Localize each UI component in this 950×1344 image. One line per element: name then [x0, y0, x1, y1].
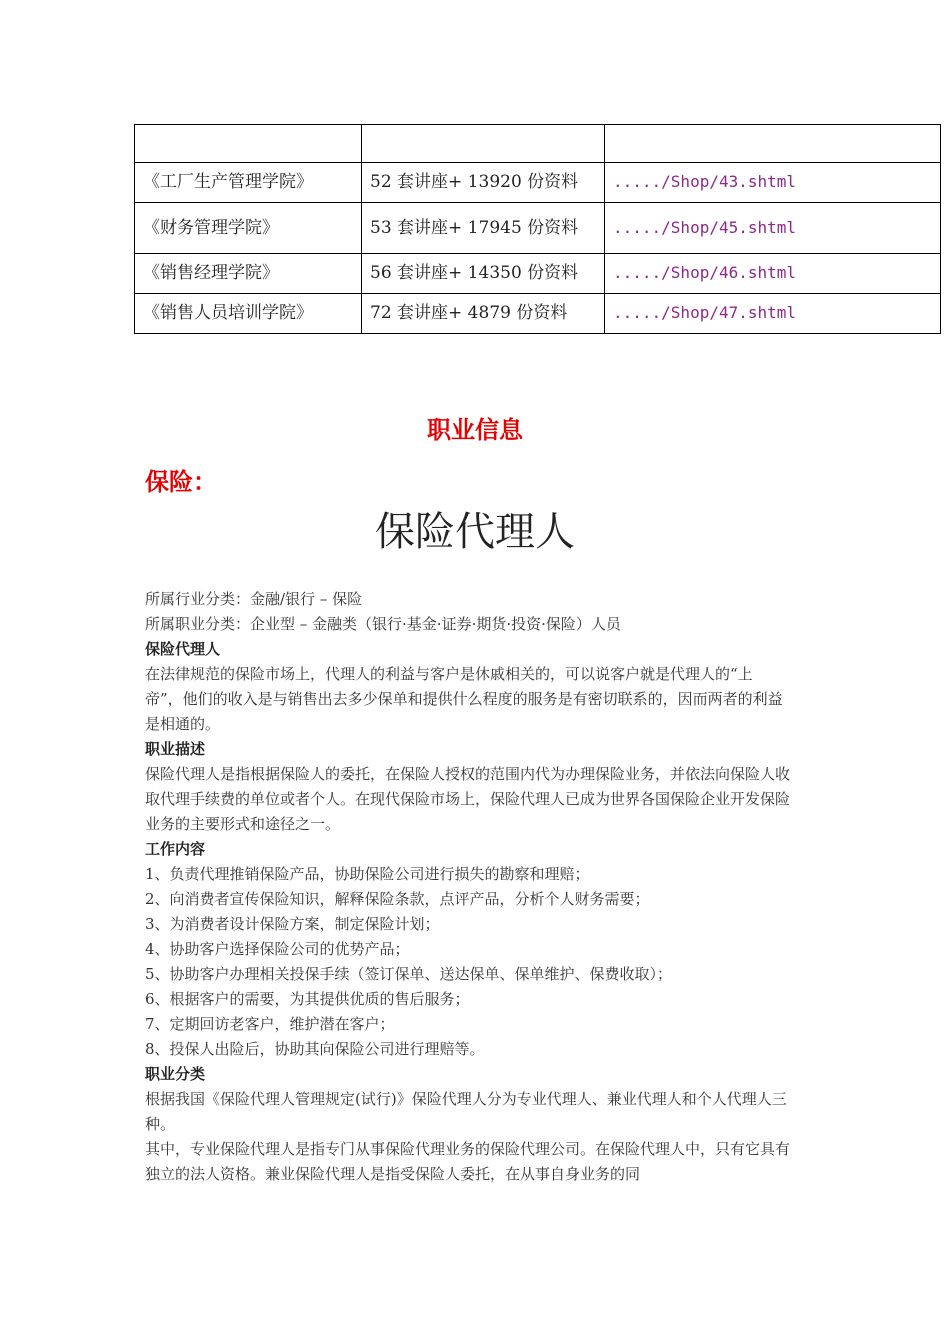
industry-classification: 所属行业分类：金融/银行 – 保险: [145, 590, 363, 608]
intro-paragraph: 在法律规范的保险市场上，代理人的利益与客户是休戚相关的，可以说客户就是代理人的“上帝”，他们的收入是与销售出去多少保单和提供什么程度的服务是有密切联系的，因而两者的利益是相通的。: [145, 665, 783, 733]
table-row: [135, 163, 941, 203]
course-link[interactable]: ...../Shop/43.shtml: [605, 163, 941, 203]
course-name: 《销售人员培训学院》: [135, 294, 362, 334]
course-link[interactable]: ...../Shop/45.shtml: [605, 203, 941, 254]
description-paragraph: 保险代理人是指根据保险人的委托，在保险人授权的范围内代为办理保险业务，并依法向保险人收取代理手续费的单位或者个人。在现代保险市场上，保险代理人已成为世界各国保险企业开发保险业务的主要形式和途径之一。: [145, 765, 791, 833]
course-name: 《工厂生产管理学院》: [135, 163, 362, 203]
occupation-classification: 所属职业分类：企业型 – 金融类（银行·基金·证券·期货·投资·保险）人员: [145, 615, 621, 633]
course-link[interactable]: ...../Shop/46.shtml: [605, 254, 941, 294]
course-name: 《财务管理学院》: [135, 203, 362, 254]
work-item: 8、投保人出险后，协助其向保险公司进行理赔等。: [145, 1040, 485, 1058]
job-description-body: [145, 587, 790, 1187]
course-link[interactable]: ...../Shop/47.shtml: [605, 294, 941, 334]
course-content: 72 套讲座+ 4879 份资料: [362, 294, 605, 334]
work-item: 4、协助客户选择保险公司的优势产品；: [145, 940, 410, 958]
table-cell: [135, 125, 362, 163]
course-content: 53 套讲座+ 17945 份资料: [362, 203, 605, 254]
work-item: 7、定期回访老客户，维护潜在客户；: [145, 1015, 395, 1033]
table-row: [135, 294, 941, 334]
table-cell: [362, 125, 605, 163]
intro-heading: 保险代理人: [145, 640, 221, 658]
work-item: 6、根据客户的需要，为其提供优质的售后服务；: [145, 990, 470, 1008]
classification-paragraph: 其中，专业保险代理人是指专门从事保险代理业务的保险代理公司。在保险代理人中，只有它具有独立的法人资格。兼业保险代理人是指受保险人委托，在从事自身业务的同: [145, 1140, 791, 1183]
course-name: 《销售经理学院》: [135, 254, 362, 294]
course-content: 56 套讲座+ 14350 份资料: [362, 254, 605, 294]
description-heading: 职业描述: [145, 740, 206, 758]
work-content-heading: 工作内容: [145, 840, 206, 858]
category-title: 保险：: [145, 468, 217, 496]
work-item: 5、协助客户办理相关投保手续（签订保单、送达保单、保单维护、保费收取）；: [145, 965, 673, 983]
work-item: 1、负责代理推销保险产品，协助保险公司进行损失的勘察和理赔；: [145, 865, 590, 883]
classification-heading: 职业分类: [145, 1065, 206, 1083]
course-content: 52 套讲座+ 13920 份资料: [362, 163, 605, 203]
section-title: 职业信息: [427, 416, 523, 444]
table-header-row: [135, 125, 941, 163]
work-item: 3、为消费者设计保险方案，制定保险计划；: [145, 915, 440, 933]
table-row: [135, 254, 941, 294]
table-row: [135, 203, 941, 254]
table-cell: [605, 125, 941, 163]
work-item: 2、向消费者宣传保险知识，解释保险条款，点评产品，分析个人财务需要；: [145, 890, 650, 908]
job-title: 保险代理人: [375, 509, 575, 555]
course-catalog-table: [134, 124, 941, 334]
classification-paragraph: 根据我国《保险代理人管理规定(试行)》保险代理人分为专业代理人、兼业代理人和个人代理人三种。: [145, 1090, 787, 1133]
